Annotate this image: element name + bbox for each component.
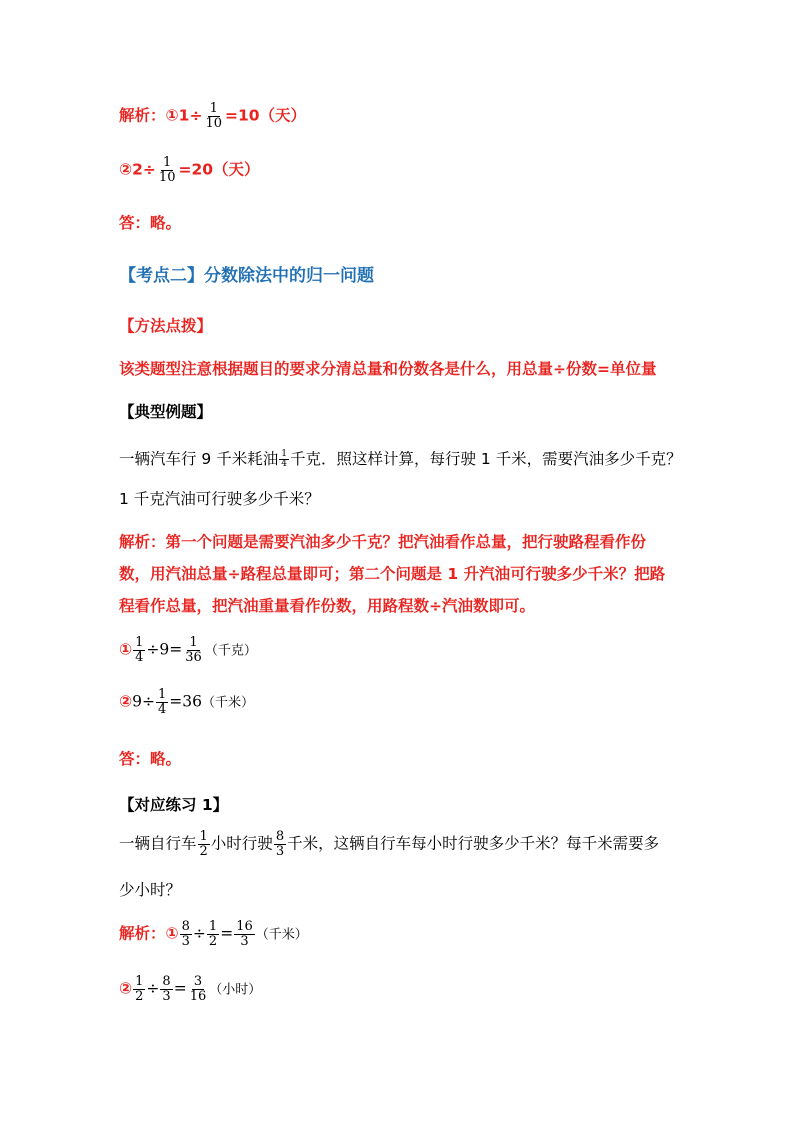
operand: 9 (132, 692, 142, 711)
numerator: 1 (163, 155, 172, 170)
operator: ÷ (192, 924, 206, 943)
fraction (180, 920, 192, 948)
fraction (156, 688, 168, 716)
analysis-label: 解析： (119, 106, 166, 125)
equals-sign: = (169, 692, 183, 711)
unit: （小时） (209, 982, 262, 998)
operator: ÷ (189, 106, 203, 125)
practice-equation-2 (119, 975, 261, 1003)
denominator: 4 (158, 701, 167, 717)
fraction (274, 830, 286, 858)
method-text: 该类题型注意根据题目的要求分清总量和份数各是什么，用总量÷份数=单位量 (119, 360, 657, 378)
result: =20（天） (178, 160, 260, 179)
numerator: 1 (281, 448, 287, 459)
denominator: 4 (281, 459, 287, 469)
numerator: 3 (193, 974, 203, 989)
fraction (133, 975, 145, 1003)
equals-sign: = (173, 979, 187, 998)
fraction (183, 636, 204, 664)
practice-question-line-1 (119, 830, 659, 858)
unit: （千米） (255, 927, 308, 943)
prev-analysis-line-1 (119, 102, 306, 130)
question-text: 一辆自行车 (119, 834, 197, 853)
operand: 9 (159, 640, 170, 659)
prev-analysis-line-2 (119, 156, 260, 184)
circle-number: ① (165, 106, 179, 125)
example-answer: 答：略。 (119, 750, 182, 768)
circle-number: ① (165, 924, 179, 943)
denominator: 36 (185, 649, 202, 665)
prev-answer: 答：略。 (119, 214, 182, 232)
fraction (160, 975, 172, 1003)
fraction (207, 920, 219, 948)
method-heading: 【方法点拨】 (119, 317, 213, 335)
operator: ÷ (146, 979, 160, 998)
operand: 1 (178, 106, 190, 125)
question-text: 千米，这辆自行车每小时行驶多少千米？每千米需要多 (287, 834, 660, 853)
denominator: 3 (240, 933, 249, 949)
analysis-label: 解析： (119, 924, 166, 943)
numerator: 8 (275, 829, 285, 844)
fraction (157, 156, 178, 184)
denominator: 2 (199, 843, 208, 859)
practice-equation-1 (119, 920, 308, 948)
fraction (279, 450, 289, 470)
denominator: 3 (181, 933, 190, 949)
numerator: 1 (199, 829, 208, 844)
example-question-line-2: 1 千克汽油可行驶多少千米？ (119, 490, 320, 508)
operand: 2 (132, 160, 143, 179)
unit: （千米） (202, 695, 255, 711)
fraction (203, 102, 224, 130)
practice-question-line-2: 少小时？ (119, 881, 182, 899)
equals-sign: = (169, 640, 183, 659)
denominator: 3 (275, 843, 285, 859)
practice-heading: 【对应练习 1】 (119, 796, 229, 814)
operator: ÷ (142, 160, 156, 179)
denominator: 4 (135, 649, 144, 665)
denominator: 3 (162, 988, 171, 1004)
question-text: 一辆汽车行 9 千米耗油 (119, 450, 279, 468)
fraction (133, 636, 145, 664)
equals-sign: = (220, 924, 234, 943)
example-equation-2 (119, 688, 254, 716)
numerator: 8 (181, 919, 190, 934)
denominator: 10 (205, 115, 222, 131)
denominator: 16 (189, 988, 207, 1004)
example-analysis-line-1: 解析：第一个问题是需要汽油多少千克？把汽油看作总量，把行驶路程看作份 (119, 533, 647, 551)
numerator: 1 (135, 635, 144, 650)
circle-number: ① (119, 640, 133, 659)
fraction (188, 975, 209, 1003)
section-title: 【考点二】分数除法中的归一问题 (119, 266, 374, 286)
circle-number: ② (119, 979, 133, 998)
denominator: 10 (158, 169, 176, 185)
numerator: 1 (208, 919, 218, 934)
denominator: 2 (135, 988, 144, 1004)
result: =10（天） (224, 106, 307, 125)
example-heading: 【典型例题】 (119, 403, 213, 421)
operator: ÷ (142, 692, 155, 711)
circle-number: ② (119, 692, 133, 711)
question-text: 小时行驶 (210, 834, 273, 853)
example-analysis-line-3: 程看作总量，把汽油重量看作份数，用路程数÷汽油数即可。 (119, 597, 535, 615)
fraction (198, 830, 210, 858)
numerator: 1 (189, 635, 198, 650)
fraction (234, 920, 255, 948)
example-question-line-1 (119, 447, 682, 469)
numerator: 1 (135, 974, 144, 989)
numerator: 16 (236, 919, 253, 934)
example-equation-1 (119, 636, 257, 664)
result: 36 (182, 692, 203, 711)
numerator: 8 (162, 974, 171, 989)
circle-number: ② (119, 160, 133, 179)
denominator: 2 (208, 933, 218, 949)
numerator: 1 (158, 687, 167, 702)
example-analysis-line-2: 数，用汽油总量÷路程总量即可；第二个问题是 1 升汽油可行驶多少千米？把路 (119, 565, 666, 583)
operator: ÷ (146, 640, 160, 659)
question-text: 千克．照这样计算，每行驶 1 千米，需要汽油多少千克？ (289, 450, 682, 468)
numerator: 1 (209, 101, 218, 116)
unit: （千克） (204, 643, 257, 659)
